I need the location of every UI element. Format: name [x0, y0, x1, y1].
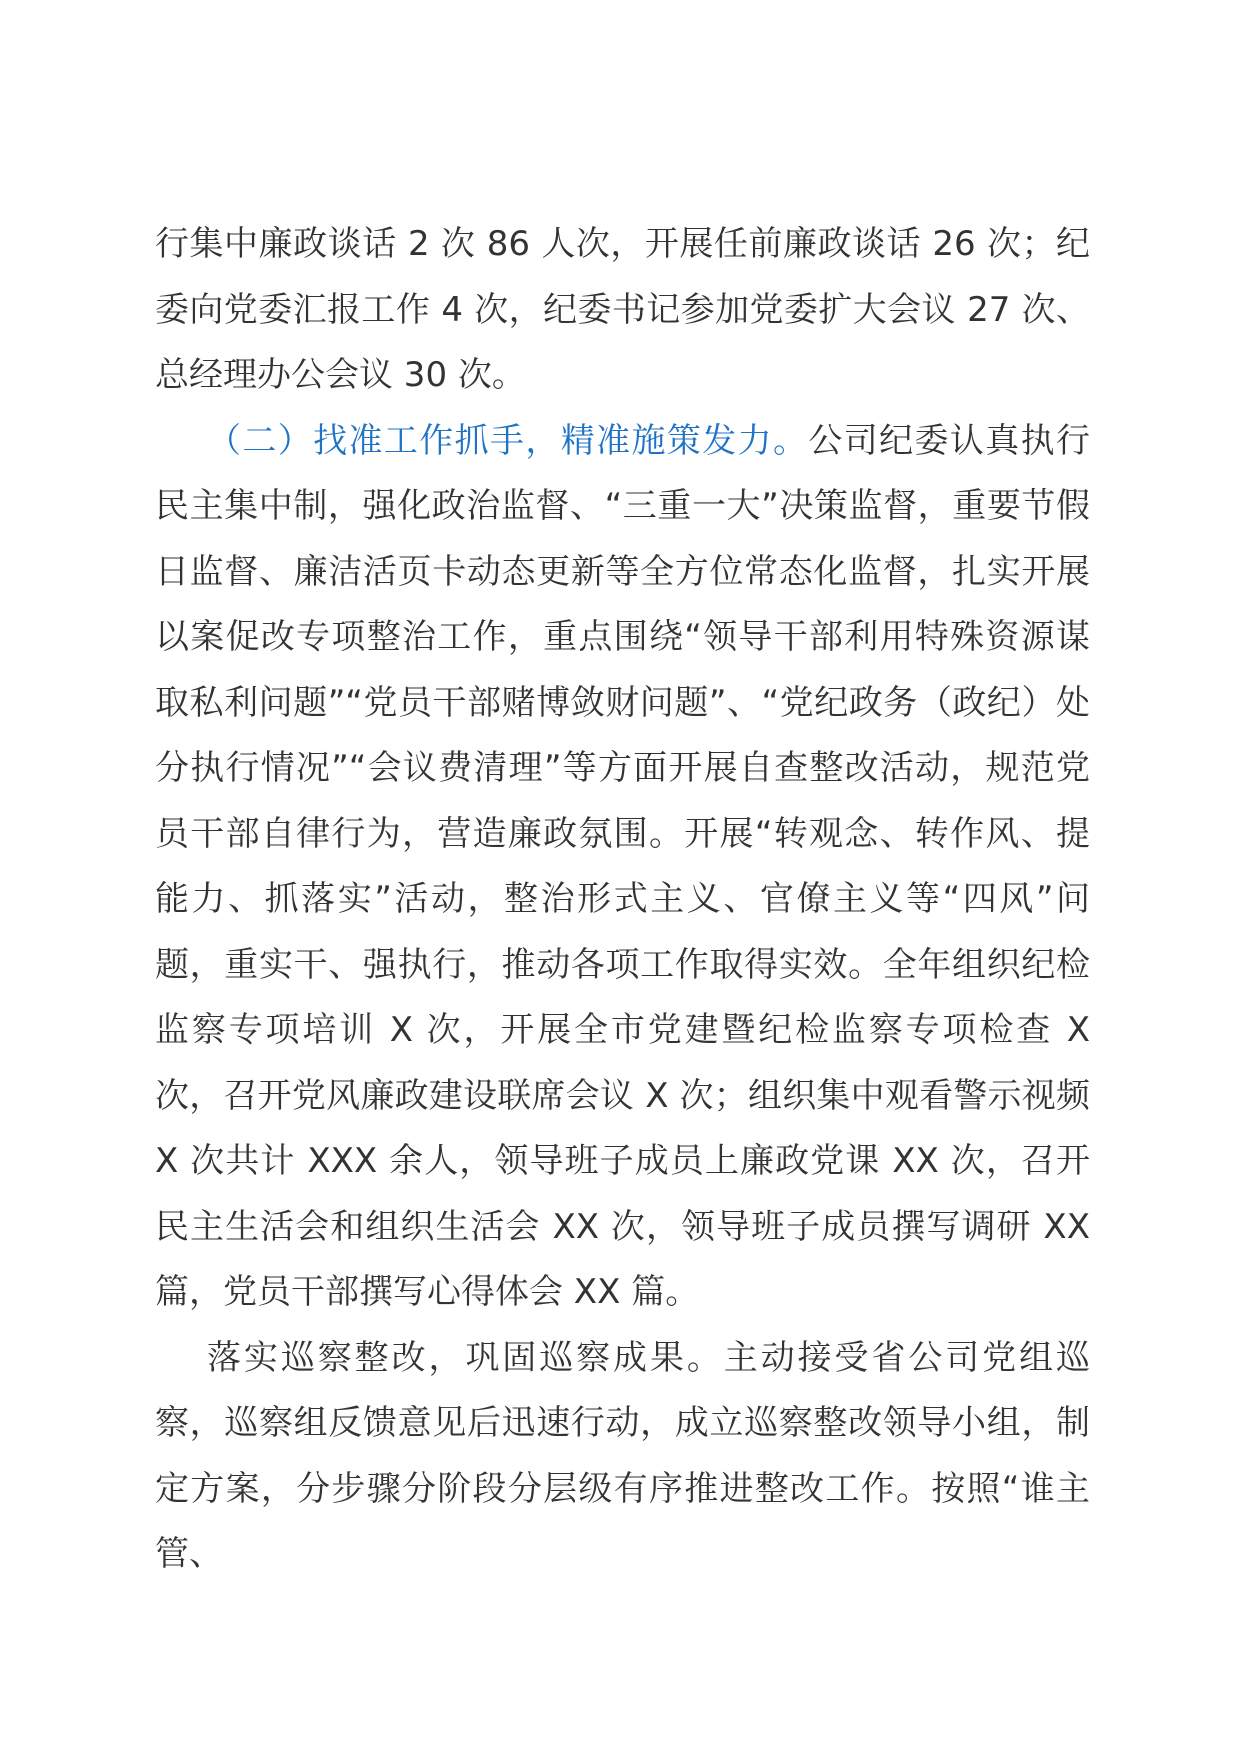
document-body: [155, 212, 1090, 1588]
section-heading: （二）找准工作抓手，精准施策发力。: [207, 420, 809, 461]
paragraph-body: 公司纪委认真执行民主集中制，强化政治监督、“三重一大”决策监督，重要节假日监督、廉洁活页卡动态更新等全方位常态化监督，扎实开展以案促改专项整治工作，重点围绕“领导干部利用特殊资源谋取私利问题”“党员干部赌博敛财问题”、“党纪政务（政纪）处分执行情况”“会议费清理”等方面开展自查整改活动，规范党员干部自律行为，营造廉政氛围。开展“转观念、转作风、提能力、抓落实”活动，整治形式主义、官僚主义等“四风”问题，重实干、强执行，推动各项工作取得实效。全年组织纪检监察专项培训 X 次，开展全市党建暨纪检监察专项检查 X 次，召开党风廉政建设联席会议 X 次；组织集中观看警示视频 X 次共计 XXX 余人，领导班子成员上廉政党课 XX 次，召开民主生活会和组织生活会 XX 次，领导班子成员撰写调研 XX 篇，党员干部撰写心得体会 XX 篇。: [155, 420, 1090, 1312]
paragraph-body: 落实巡察整改，巩固巡察成果。主动接受省公司党组巡察，巡察组反馈意见后迅速行动，成立巡察整改领导小组，制定方案，分步骤分阶段分层级有序推进整改工作。按照“谁主管、: [155, 1337, 1090, 1574]
paragraph-body: 行集中廉政谈话 2 次 86 人次，开展任前廉政谈话 26 次；纪委向党委汇报工作 4 次，纪委书记参加党委扩大会议 27 次、总经理办公会议 30 次。: [155, 224, 1090, 395]
paragraph-inspection-rectification: [155, 1326, 1090, 1588]
paragraph-continuation: [155, 212, 1090, 409]
paragraph-section-two: [155, 409, 1090, 1326]
